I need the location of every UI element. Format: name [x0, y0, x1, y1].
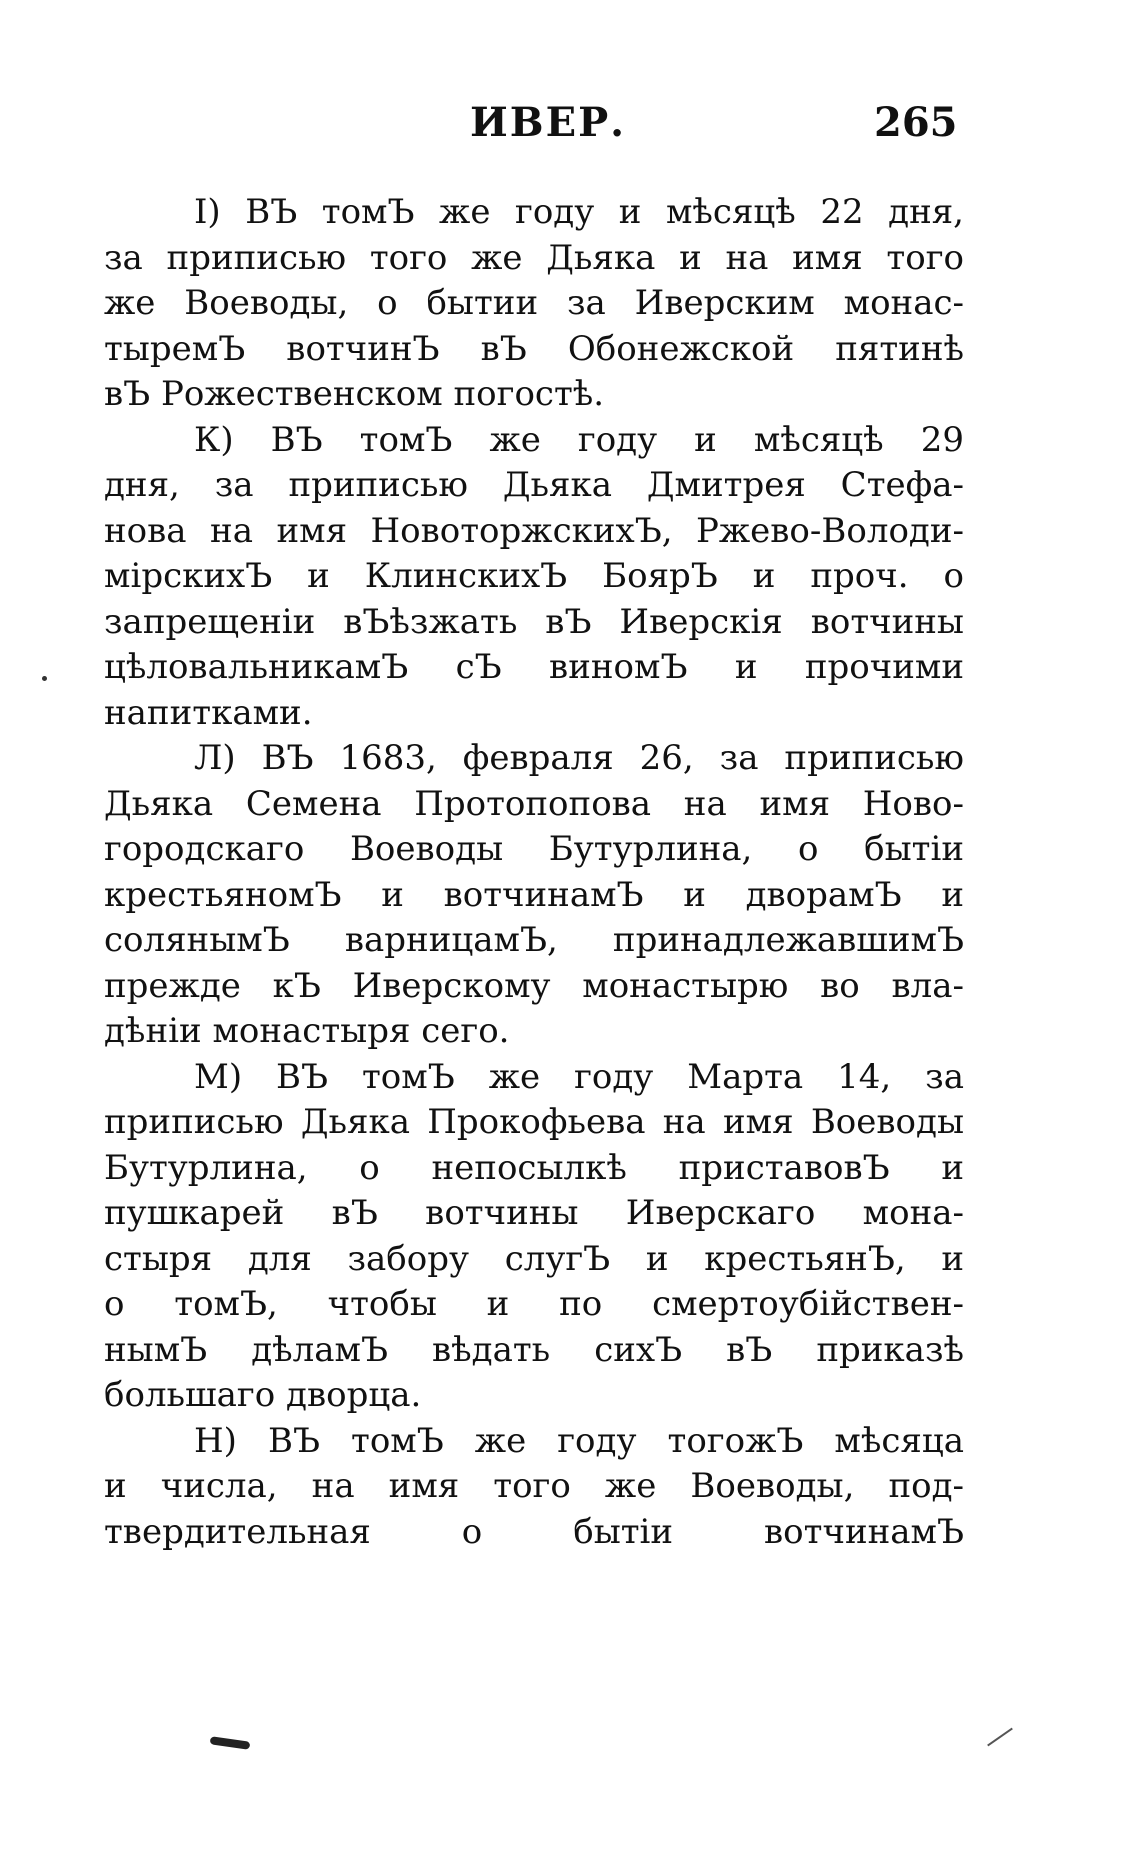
text-line: I) ВЪ томЪ же году и мѣсяцѣ 22 дня,: [194, 192, 964, 232]
page-number: 265: [874, 99, 958, 146]
text-line: нова на имя НовоторжскихЪ, Ржево-Володи-: [104, 510, 964, 551]
text-line: и числа, на имя того же Воеводы, под-: [104, 1466, 964, 1506]
text-line: прежде кЪ Иверскому монастырю во вла-: [104, 965, 964, 1006]
ink-smudge: [210, 1736, 251, 1749]
text-line: напитками.: [104, 692, 313, 733]
paragraph-l: [104, 736, 964, 1055]
text-line: Л) ВЪ 1683, февраля 26, за приписью: [194, 738, 964, 778]
text-line: за приписью того же Дьяка и на имя того: [104, 237, 964, 278]
text-line: мiрскихЪ и КлинскихЪ БоярЪ и проч. о: [104, 556, 964, 596]
text-line: же Воеводы, о бытии за Иверским монас-: [104, 283, 964, 323]
text-line: запрещенiи вЪѣзжать вЪ Иверскiя вотчины: [104, 601, 964, 642]
text-line: городскаго Воеводы Бутурлина, о бытiи: [104, 829, 964, 869]
text-line: Дьяка Семена Протопопова на имя Ново-: [104, 783, 964, 824]
text-line: дня, за приписью Дьяка Дмитрея Стефа-: [104, 465, 964, 505]
text-line: солянымЪ варницамЪ, принадлежавшимЪ: [104, 920, 964, 960]
paragraph-n: [104, 1419, 964, 1556]
text-line: стыря для забору слугЪ и крестьянЪ, и: [104, 1238, 964, 1279]
page-header: [0, 92, 1140, 152]
text-line: большаго дворца.: [104, 1375, 422, 1415]
text-line: приписью Дьяка Прокофьева на имя Воеводы: [104, 1102, 964, 1142]
paragraph-i: [104, 190, 964, 418]
text-line: крестьяномЪ и вотчинамЪ и дворамЪ и: [104, 874, 964, 915]
text-line: Бутурлина, о непосылкѣ приставовЪ и: [104, 1147, 964, 1188]
running-head: ИВЕР.: [470, 99, 627, 146]
text-line: дѣнiи монастыря сего.: [104, 1011, 510, 1051]
text-line: К) ВЪ томЪ же году и мѣсяцѣ 29: [194, 419, 964, 460]
text-line: нымЪ дѣламЪ вѣдать сихЪ вЪ приказѣ: [104, 1329, 964, 1370]
text-line: вЪ Рожественском погостѣ.: [104, 374, 605, 414]
text-line: о томЪ, чтобы и по смертоубiйствен-: [104, 1284, 964, 1324]
body-text: [104, 190, 964, 1555]
text-line: пушкарей вЪ вотчины Иверскаго мона-: [104, 1193, 964, 1233]
text-line: Н) ВЪ томЪ же году тогожЪ мѣсяца: [194, 1420, 964, 1461]
margin-speck: [42, 676, 47, 681]
paragraph-k: [104, 418, 964, 737]
paragraph-m: [104, 1055, 964, 1419]
text-line: тыремЪ вотчинЪ вЪ Обонежской пятинѣ: [104, 328, 964, 369]
pencil-mark: [987, 1728, 1013, 1747]
text-line: твердительная о бытiи вотчинамЪ: [104, 1511, 964, 1552]
text-line: М) ВЪ томЪ же году Марта 14, за: [194, 1056, 964, 1097]
text-line: цѣловальникамЪ сЪ виномЪ и прочими: [104, 647, 964, 687]
